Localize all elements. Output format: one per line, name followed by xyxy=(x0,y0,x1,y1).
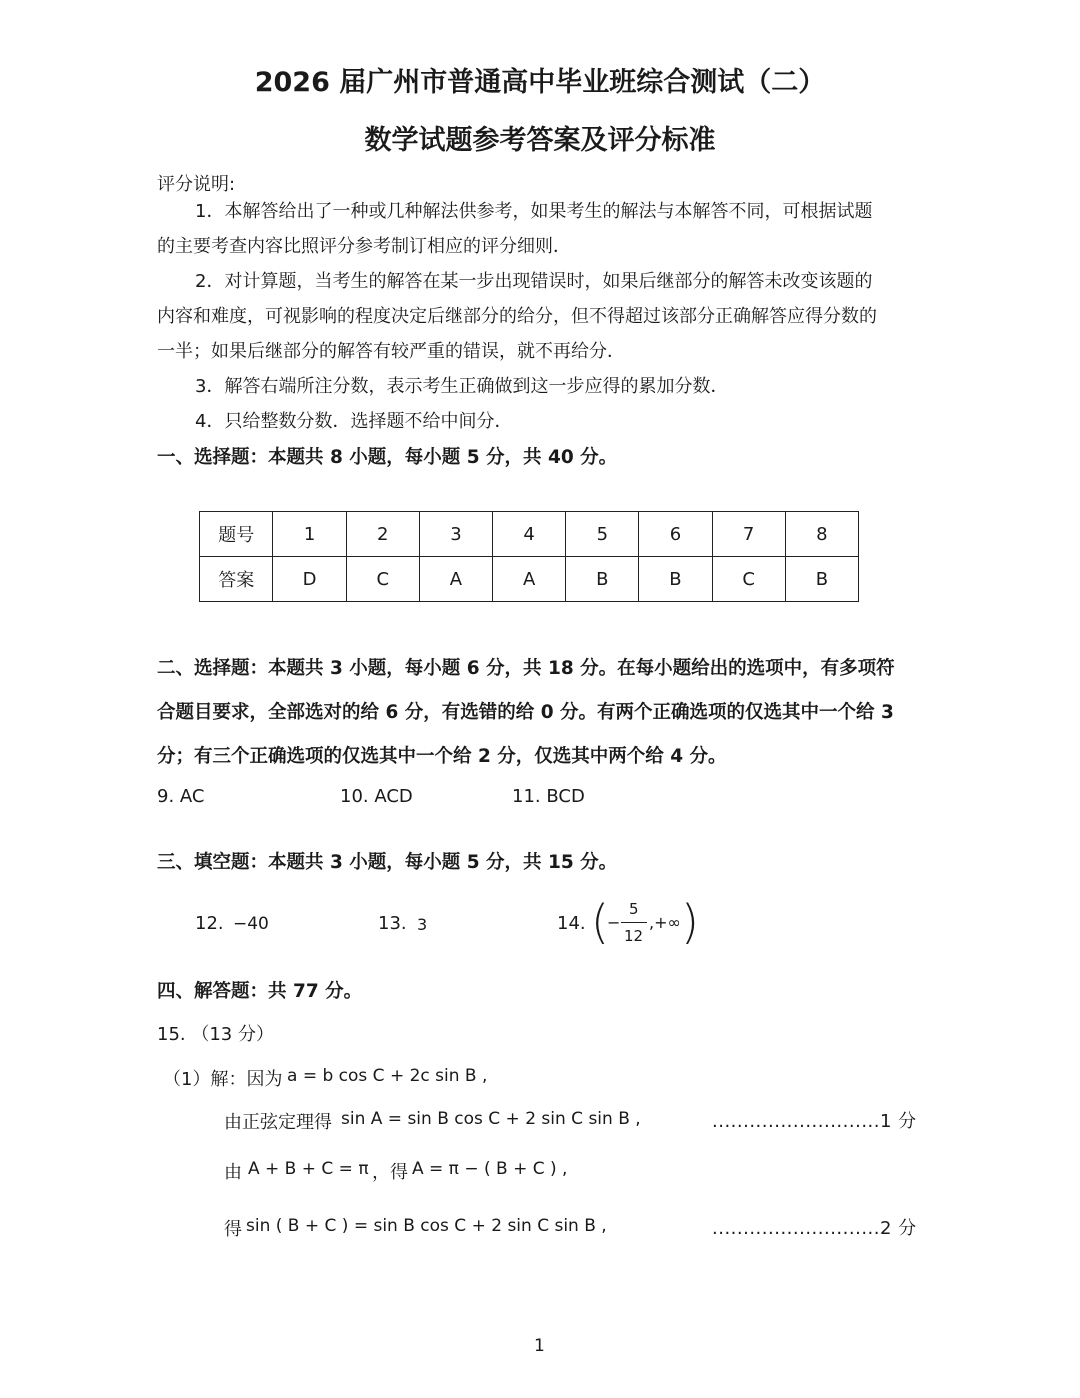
question-15-heading: 15. （13 分） xyxy=(157,1024,274,1045)
step-4-score: ...........................2 分 xyxy=(712,1218,917,1239)
table-cell: 6 xyxy=(639,512,712,557)
table-cell: 7 xyxy=(712,512,785,557)
answer-10: 10. ACD xyxy=(340,786,413,807)
section-4-heading: 四、解答题：共 77 分。 xyxy=(157,981,363,1002)
page-subtitle: 数学试题参考答案及评分标准 xyxy=(364,125,716,156)
right-paren: ) xyxy=(681,895,699,949)
note-2-line-3: 一半；如果后继部分的解答有较严重的错误，就不再给分． xyxy=(157,341,625,362)
step-3-formula-2: A = π − ( B + C ) , xyxy=(412,1159,568,1179)
fraction-bar xyxy=(621,922,647,923)
step-4-text: 得 xyxy=(224,1219,242,1240)
answer-12-label: 12. xyxy=(195,913,224,934)
step-2-score: ...........................1 分 xyxy=(712,1111,917,1132)
answer-12-value: −40 xyxy=(233,914,269,934)
interval-tail: ,+∞ xyxy=(649,913,681,932)
step-3-text: 由 xyxy=(224,1162,242,1183)
table-cell: A xyxy=(419,557,492,602)
page-number: 1 xyxy=(534,1336,545,1356)
table-row-numbers xyxy=(200,512,859,557)
note-2-line-1: 2．对计算题，当考生的解答在某一步出现错误时，如果后继部分的解答未改变该题的 xyxy=(195,271,873,292)
minus-sign: − xyxy=(607,913,621,932)
table-cell: B xyxy=(785,557,858,602)
answer-9: 9. AC xyxy=(157,786,205,807)
table-header-cell: 答案 xyxy=(200,557,273,602)
notes-heading: 评分说明: xyxy=(157,174,236,195)
table-cell: C xyxy=(346,557,419,602)
step-1-formula: a = b cos C + 2c sin B , xyxy=(287,1066,488,1086)
answer-11: 11. BCD xyxy=(512,786,585,807)
note-1-line-2: 的主要考查内容比照评分参考制订相应的评分细则． xyxy=(157,236,571,257)
table-cell: 2 xyxy=(346,512,419,557)
table-cell: B xyxy=(566,557,639,602)
section-1-heading: 一、选择题：本题共 8 小题，每小题 5 分，共 40 分。 xyxy=(157,447,618,468)
page-title: 2026 届广州市普通高中毕业班综合测试（二） xyxy=(254,67,826,98)
table-cell: 3 xyxy=(419,512,492,557)
answer-14-interval xyxy=(591,895,699,956)
step-3-text-2: ，得 xyxy=(372,1162,408,1183)
step-3-formula-1: A + B + C = π xyxy=(248,1159,369,1179)
step-4-formula: sin ( B + C ) = sin B cos C + 2 sin C sin B , xyxy=(246,1216,607,1236)
fraction-numerator: 5 xyxy=(629,900,639,918)
left-paren: ( xyxy=(591,895,609,949)
answer-14-label: 14. xyxy=(557,913,586,934)
table-header-cell: 题号 xyxy=(200,512,273,557)
note-2-line-2: 内容和难度，可视影响的程度决定后继部分的给分，但不得超过该部分正确解答应得分数的 xyxy=(157,306,877,327)
table-cell: A xyxy=(493,557,566,602)
table-cell: C xyxy=(712,557,785,602)
section-2-line-2: 合题目要求，全部选对的给 6 分，有选错的给 0 分。有两个正确选项的仅选其中一个给 3 xyxy=(157,702,894,723)
table-cell: D xyxy=(273,557,346,602)
step-1-label: （1）解：因为 xyxy=(163,1069,283,1090)
answer-13-value: 3 xyxy=(417,915,428,934)
table-cell: 5 xyxy=(566,512,639,557)
answer-13-label: 13. xyxy=(378,913,407,934)
note-4: 4．只给整数分数．选择题不给中间分． xyxy=(195,411,513,432)
step-2-formula: sin A = sin B cos C + 2 sin C sin B , xyxy=(341,1109,641,1129)
section-2-line-1: 二、选择题：本题共 3 小题，每小题 6 分，共 18 分。在每小题给出的选项中，有多项符 xyxy=(157,658,895,679)
step-2-text: 由正弦定理得 xyxy=(224,1112,332,1133)
section-3-heading: 三、填空题：本题共 3 小题，每小题 5 分，共 15 分。 xyxy=(157,852,618,873)
answer-table xyxy=(199,511,859,602)
table-row-answers xyxy=(200,557,859,602)
section-2-line-3: 分；有三个正确选项的仅选其中一个给 2 分，仅选其中两个给 4 分。 xyxy=(157,746,727,767)
fraction-denominator: 12 xyxy=(624,927,644,945)
table-cell: 1 xyxy=(273,512,346,557)
note-1-line-1: 1．本解答给出了一种或几种解法供参考，如果考生的解法与本解答不同，可根据试题 xyxy=(195,201,873,222)
table-cell: 4 xyxy=(493,512,566,557)
table-cell: 8 xyxy=(785,512,858,557)
note-3: 3．解答右端所注分数，表示考生正确做到这一步应得的累加分数． xyxy=(195,376,729,397)
table-cell: B xyxy=(639,557,712,602)
